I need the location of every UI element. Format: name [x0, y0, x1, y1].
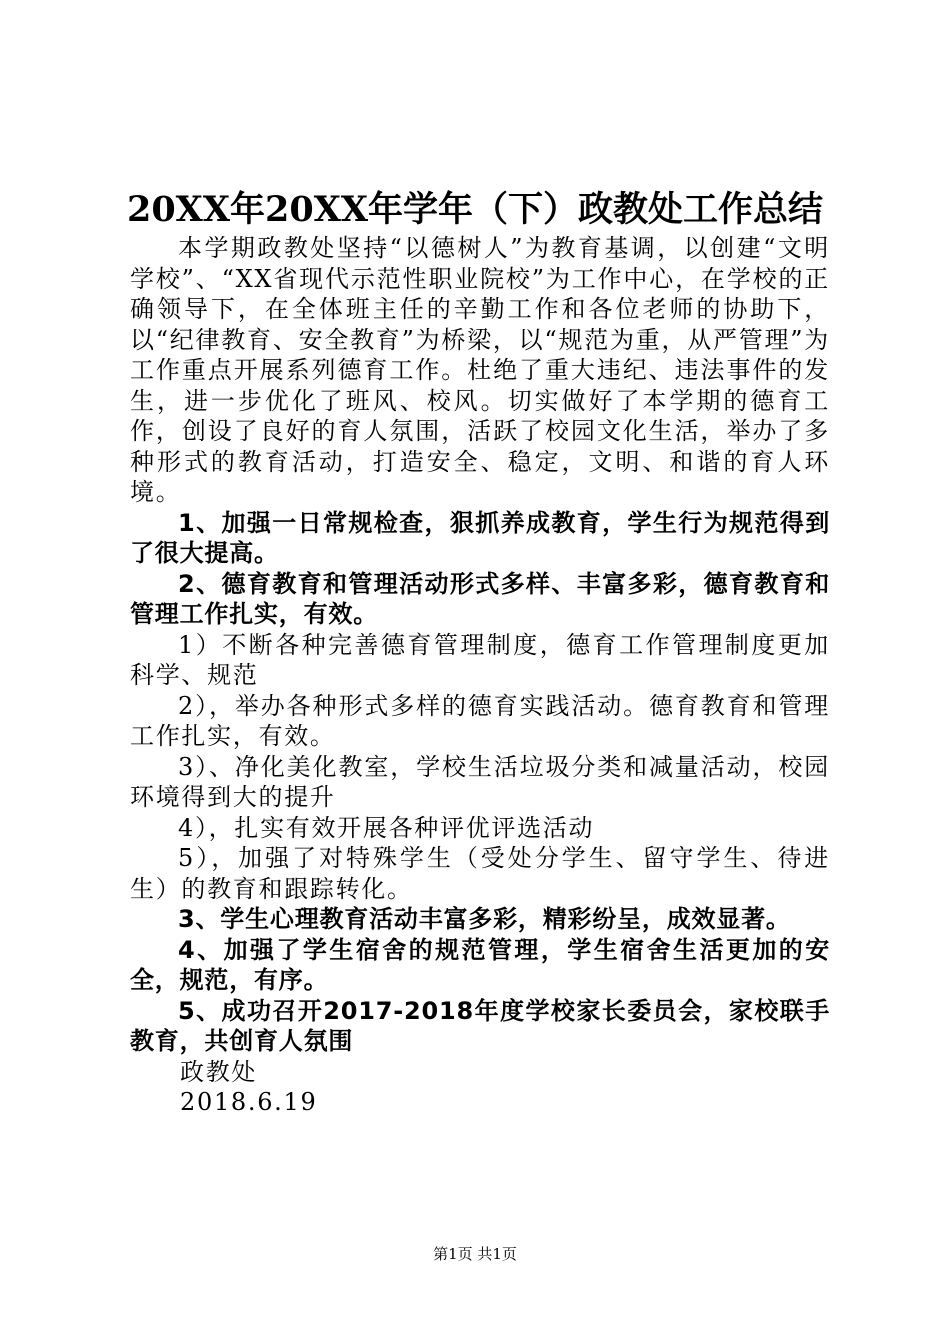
document-body — [130, 233, 830, 1118]
sub-item-2: 2），举办各种形式多样的德育实践活动。德育教育和管理工作扎实，有效。 — [130, 691, 830, 750]
intro-paragraph: 本学期政教处坚持“以德树人”为教育基调，以创建“文明学校”、“XX省现代示范性职业院校”为工作中心，在学校的正确领导下，在全体班主任的辛勤工作和各位老师的协助下，以“纪律教育、安全教育”为桥梁，以“规范为重，从严管理”为工作重点开展系列德育工作。杜绝了重大违纪、违法事件的发生，进一步优化了班风、校风。切实做好了本学期的德育工作，创设了良好的育人氛围，活跃了校园文化生活，举办了多种形式的教育活动，打造安全、稳定，文明、和谐的育人环境。 — [130, 234, 830, 506]
section-heading-5: 5、成功召开2017-2018年度学校家长委员会，家校联手教育，共创育人氛围 — [130, 996, 830, 1055]
signature-date: 2018.6.19 — [180, 1088, 318, 1116]
sub-item-4: 4），扎实有效开展各种评优评选活动 — [178, 813, 595, 842]
section-heading-2: 2、德育教育和管理活动形式多样、丰富多彩，德育教育和管理工作扎实，有效。 — [130, 569, 830, 628]
sub-item-3: 3）、净化美化教室，学校生活垃圾分类和减量活动，校园环境得到大的提升 — [130, 752, 830, 811]
signature-department: 政教处 — [180, 1057, 258, 1086]
section-heading-4: 4、加强了学生宿舍的规范管理，学生宿舍生活更加的安全，规范，有序。 — [130, 935, 830, 994]
section-heading-3: 3、学生心理教育活动丰富多彩，精彩纷呈，成效显著。 — [178, 905, 791, 933]
section-heading-1: 1、加强一日常规检查，狠抓养成教育，学生行为规范得到了很大提高。 — [130, 508, 830, 567]
document-title: 20XX年20XX年学年（下）政教处工作总结 — [126, 189, 824, 230]
page-footer: 第1页 共1页 — [433, 1245, 517, 1263]
sub-item-5: 5），加强了对特殊学生（受处分学生、留守学生、待进生）的教育和跟踪转化。 — [130, 844, 830, 903]
sub-item-1: 1）不断各种完善德育管理制度，德育工作管理制度更加科学、规范 — [130, 630, 830, 689]
